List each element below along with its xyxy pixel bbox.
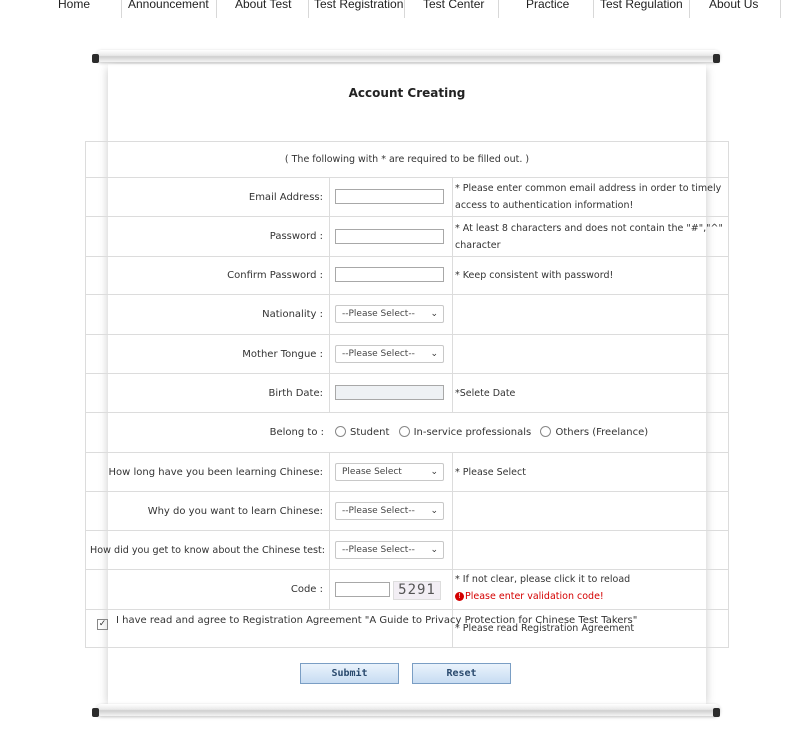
code-error [455, 588, 729, 605]
belong-to-options [335, 426, 654, 438]
captcha-image[interactable]: 5291 [393, 581, 441, 600]
top-nav [0, 0, 800, 20]
radio-icon [399, 426, 410, 437]
agreement-text: I have read and agree to Registration Agreement "A Guide to Privacy Protection for Chinese Test Takers" [116, 615, 638, 626]
code-cell [331, 570, 453, 609]
check-icon: ✓ [98, 619, 107, 629]
password-row [86, 217, 728, 257]
email-cell [331, 178, 453, 216]
error-icon: ! [455, 592, 464, 601]
radio-in-service[interactable] [399, 427, 532, 438]
rod-cap [713, 54, 720, 63]
nationality-cell [331, 295, 453, 334]
agreement-checkbox[interactable] [97, 619, 108, 630]
radio-others[interactable] [540, 427, 648, 438]
radio-student-label: Student [350, 426, 390, 438]
code-hint: * If not clear, please click it to reload [455, 574, 631, 585]
email-input[interactable] [335, 189, 444, 204]
agreement-row [86, 610, 728, 647]
required-note: ( The following with * are required to be filled out. ) [284, 154, 530, 165]
nationality-select[interactable] [335, 305, 444, 323]
password-label: Password : [86, 217, 330, 256]
code-hint-block [455, 571, 729, 605]
birth-date-label: Birth Date: [86, 374, 330, 412]
learning-duration-hint: * Please Select [455, 467, 526, 478]
radio-in-service-label: In-service professionals [413, 426, 532, 438]
birth-date-cell [331, 374, 453, 412]
nav-divider [308, 0, 309, 18]
nav-divider [216, 0, 217, 18]
confirm-password-label: Confirm Password : [86, 257, 330, 294]
confirm-password-row [86, 257, 728, 295]
nav-divider [121, 0, 122, 18]
scroll-rod-top [96, 50, 720, 62]
know-about-selected: --Please Select-- [342, 545, 415, 555]
radio-icon [335, 426, 346, 437]
learning-reason-select[interactable] [335, 502, 444, 520]
birth-date-hint: *Selete Date [455, 388, 516, 399]
nav-test-registration[interactable]: Test Registration [314, 0, 404, 11]
know-about-row [86, 531, 728, 570]
know-about-select[interactable] [335, 541, 444, 559]
code-label: Code : [86, 570, 330, 609]
nav-divider [593, 0, 594, 18]
mother-tongue-selected: --Please Select-- [342, 349, 415, 359]
learning-duration-cell [331, 453, 453, 491]
nationality-label: Nationality : [86, 295, 330, 334]
learning-duration-label: How long have you been learning Chinese: [86, 453, 330, 491]
registration-form [85, 141, 729, 648]
nav-test-regulation[interactable]: Test Regulation [600, 0, 683, 11]
learning-reason-row [86, 492, 728, 531]
password-hint: * At least 8 characters and does not contain the "#","^" character [455, 223, 723, 251]
nav-about-test[interactable]: About Test [235, 0, 292, 11]
password-cell [331, 217, 453, 256]
learning-reason-label: Why do you want to learn Chinese: [86, 492, 330, 530]
nav-home[interactable]: Home [58, 0, 91, 11]
nav-practice[interactable]: Practice [526, 0, 570, 11]
submit-button[interactable]: Submit [300, 663, 399, 684]
chevron-down-icon: ⌄ [430, 545, 438, 555]
nav-divider [689, 0, 690, 18]
belong-to-row [86, 413, 728, 453]
mother-tongue-label: Mother Tongue : [86, 335, 330, 373]
radio-student[interactable] [335, 427, 389, 438]
mother-tongue-cell [331, 335, 453, 373]
mother-tongue-select[interactable] [335, 345, 444, 363]
nav-divider [404, 0, 405, 18]
birth-date-input[interactable] [335, 385, 444, 400]
scroll-rod-bottom [96, 704, 720, 716]
email-hint: * Please enter common email address in order to timely access to authentication information! [455, 183, 722, 211]
code-input[interactable] [335, 582, 390, 597]
agreement-hint: * Please read Registration Agreement [455, 623, 635, 634]
email-row [86, 178, 728, 217]
nationality-row [86, 295, 728, 335]
confirm-password-input[interactable] [335, 267, 444, 282]
rod-cap [92, 54, 99, 63]
required-note-row [86, 142, 728, 178]
rod-cap [713, 708, 720, 717]
page-title: Account Creating [348, 86, 466, 100]
learning-duration-row [86, 453, 728, 492]
learning-reason-selected: --Please Select-- [342, 506, 415, 516]
password-input[interactable] [335, 229, 444, 244]
nav-divider [780, 0, 781, 18]
confirm-password-cell [331, 257, 453, 294]
chevron-down-icon: ⌄ [430, 309, 438, 319]
code-error-text: Please enter validation code! [465, 591, 604, 602]
radio-others-label: Others (Freelance) [555, 426, 649, 438]
nav-about-us[interactable]: About Us [709, 0, 759, 11]
chevron-down-icon: ⌄ [430, 506, 438, 516]
know-about-cell [331, 531, 453, 569]
radio-icon [540, 426, 551, 437]
mother-tongue-row [86, 335, 728, 374]
nav-test-center[interactable]: Test Center [423, 0, 485, 11]
know-about-label: How did you get to know about the Chinese test: [86, 531, 330, 569]
nav-divider [498, 0, 499, 18]
rod-cap [92, 708, 99, 717]
chevron-down-icon: ⌄ [430, 467, 438, 477]
learning-duration-selected: Please Select [342, 467, 402, 477]
code-row [86, 570, 728, 610]
chevron-down-icon: ⌄ [430, 349, 438, 359]
belong-to-label: Belong to : [269, 427, 324, 438]
birth-date-row [86, 374, 728, 413]
reset-button[interactable]: Reset [412, 663, 511, 684]
learning-duration-select[interactable] [335, 463, 444, 481]
nav-announcement[interactable]: Announcement [128, 0, 209, 11]
learning-reason-cell [331, 492, 453, 530]
nationality-selected: --Please Select-- [342, 309, 415, 319]
email-label: Email Address: [86, 178, 330, 216]
confirm-password-hint: * Keep consistent with password! [455, 270, 614, 281]
